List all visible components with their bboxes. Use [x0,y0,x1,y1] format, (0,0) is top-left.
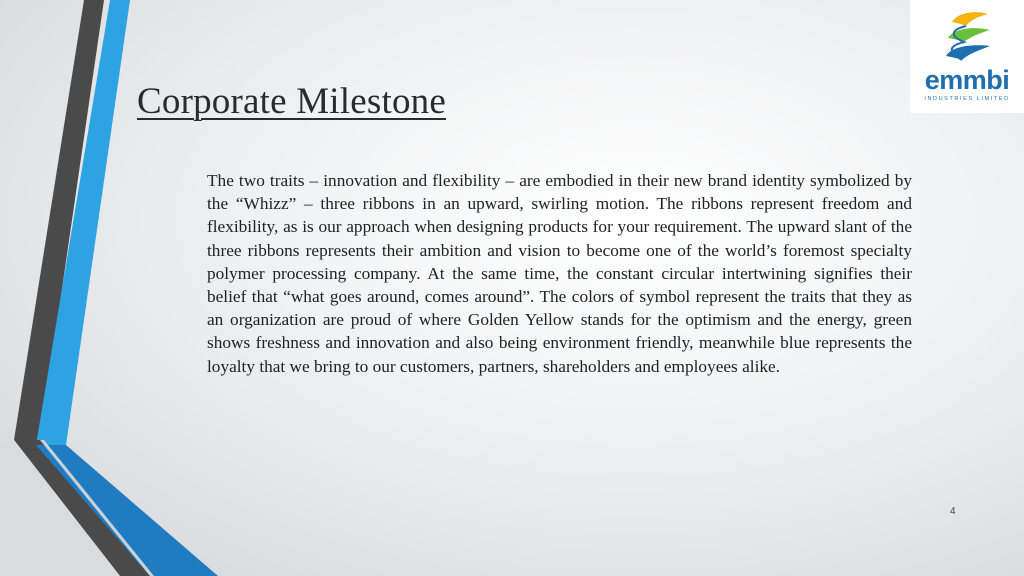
company-logo [910,0,1024,113]
ribbon-logo-icon [910,0,1024,70]
slide-title: Corporate Milestone [137,81,446,122]
logo-tagline: INDUSTRIES LIMITED [924,96,1010,102]
yellow-ribbon [952,12,988,26]
body-paragraph: The two traits – innovation and flexibility – are embodied in their new brand identity symbolized by the “Whizz” – three ribbons in an upward, swirling motion. The ribbons represent freedom and flexibility, as is our approach when designing products for your requirement. The upward slant of the three ribbons represents their ambition and vision to become one of the world’s foremost specialty polymer processing company. At the same time, the constant circular intertwining signifies their belief that “what goes around, comes around”. The colors of symbol represent the traits that they as an organization are proud of where Golden Yellow stands for the optimism and the energy, green shows freshness and innovation and also being environment friendly, meanwhile blue represents the loyalty that we bring to our customers, partners, shareholders and employees alike. [207,171,912,376]
logo-wordmark: emmbi [924,65,1010,95]
page-number: 4 [950,506,956,517]
